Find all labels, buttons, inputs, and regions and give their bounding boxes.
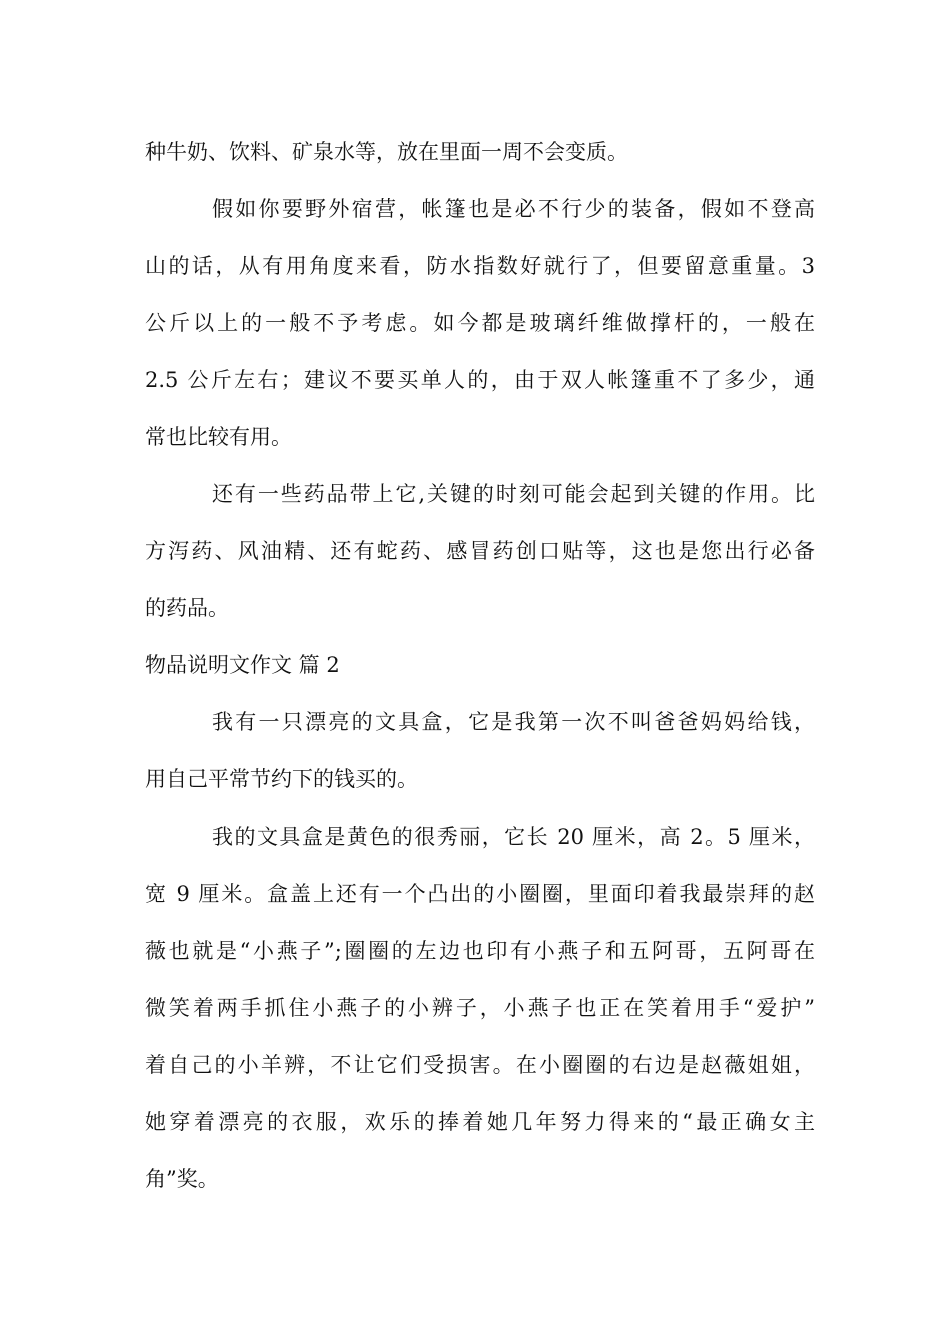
paragraph-medicine-line-2: 方泻药、风油精、还有蛇药、感冒药创口贴等，这也是您出行必备 <box>145 539 815 563</box>
paragraph-medicine-line-1: 还有一些药品带上它,关键的时刻可能会起到关键的作用。比 <box>212 482 815 506</box>
paragraph-description-line-4: 微笑着两手抓住小燕子的小辨子，小燕子也正在笑着用手“爱护” <box>145 996 815 1020</box>
paragraph-tent-line-5: 常也比较有用。 <box>145 425 292 449</box>
paragraph-tent-line-1: 假如你要野外宿营，帐篷也是必不行少的装备，假如不登高 <box>212 197 815 221</box>
paragraph-description-line-7: 角”奖。 <box>145 1167 219 1191</box>
text-line-1: 种牛奶、饮料、矿泉水等，放在里面一周不会变质。 <box>145 140 628 164</box>
paragraph-description-line-6: 她穿着漂亮的衣服，欢乐的捧着她几年努力得来的“最正确女主 <box>145 1110 815 1134</box>
paragraph-tent-line-4: 2.5 公斤左右；建议不要买单人的，由于双人帐篷重不了多少，通 <box>145 368 815 392</box>
paragraph-description-line-2: 宽 9 厘米。盒盖上还有一个凸出的小圈圈，里面印着我最崇拜的赵 <box>145 882 815 906</box>
paragraph-pencilbox-line-2: 用自己平常节约下的钱买的。 <box>145 767 418 791</box>
section-heading: 物品说明文作文 篇 2 <box>145 653 340 677</box>
paragraph-tent-line-2: 山的话，从有用角度来看，防水指数好就行了，但要留意重量。3 <box>145 254 815 278</box>
paragraph-description-line-1: 我的文具盒是黄色的很秀丽，它长 20 厘米，高 2。5 厘米， <box>212 825 815 849</box>
paragraph-description-line-3: 薇也就是“小燕子”;圈圈的左边也印有小燕子和五阿哥，五阿哥在 <box>145 939 815 963</box>
paragraph-description-line-5: 着自己的小羊辨，不让它们受损害。在小圈圈的右边是赵薇姐姐， <box>145 1053 815 1077</box>
paragraph-pencilbox-line-1: 我有一只漂亮的文具盒，它是我第一次不叫爸爸妈妈给钱， <box>212 710 815 734</box>
paragraph-medicine-line-3: 的药品。 <box>145 596 229 620</box>
paragraph-tent-line-3: 公斤以上的一般不予考虑。如今都是玻璃纤维做撑杆的，一般在 <box>145 311 815 335</box>
